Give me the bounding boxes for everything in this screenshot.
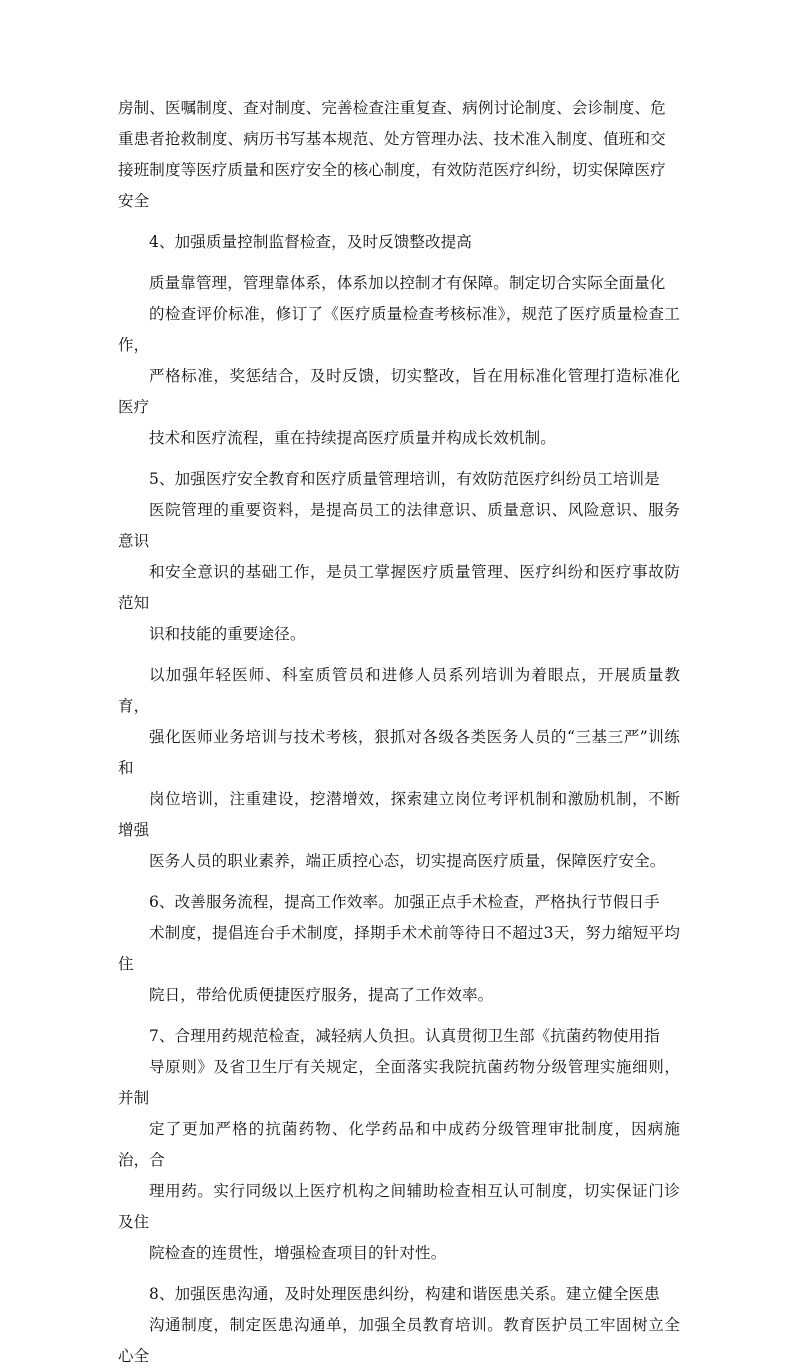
text-line: 以加强年轻医师、科室质管员和进修人员系列培训为着眼点，开展质量教育， xyxy=(118,666,680,715)
text-line: 院日，带给优质便捷医疗服务，提高了工作效率。 xyxy=(149,986,494,1004)
text-line: 院检查的连贯性，增强检查项目的针对性。 xyxy=(149,1244,447,1262)
text-line: 6、改善服务流程，提高工作效率。加强正点手术检查，严格执行节假日手 xyxy=(149,893,660,911)
paragraph-1 xyxy=(118,93,680,217)
text-line: 安全 xyxy=(118,192,150,210)
text-line: 7、合理用药规范检查，减轻病人负担。认真贯彻卫生部《抗菌药物使用指 xyxy=(149,1027,660,1045)
text-line: 技术和医疗流程，重在持续提高医疗质量并构成长效机制。 xyxy=(149,429,556,447)
text-line: 医院管理的重要资料，是提高员工的法律意识、质量意识、风险意识、服务意识 xyxy=(118,501,680,550)
text-line: 的检查评价标准，修订了《医疗质量检查考核标准》，规范了医疗质量检查工作， xyxy=(118,305,680,354)
document-page xyxy=(118,93,680,1372)
text-line: 术制度，提倡连台手术制度，择期手术术前等待日不超过3天，努力缩短平均住 xyxy=(118,924,680,973)
section-heading-4 xyxy=(118,227,680,258)
section-7-paragraph xyxy=(118,1021,680,1269)
text-line: 强化医师业务培训与技术考核，狠抓对各级各类医务人员的“三基三严”训练和 xyxy=(118,728,680,777)
text-line: 质量靠管理，管理靠体系，体系加以控制才有保障。制定切合实际全面量化 xyxy=(149,274,666,292)
text-line: 重患者抢救制度、病历书写基本规范、处方管理办法、技术准入制度、值班和交 xyxy=(118,130,666,148)
text-line: 医务人员的职业素养，端正质控心态，切实提高医疗质量，保障医疗安全。 xyxy=(149,852,666,870)
section-8-paragraph xyxy=(118,1279,680,1372)
text-line: 5、加强医疗安全教育和医疗质量管理培训，有效防范医疗纠纷员工培训是 xyxy=(149,470,660,488)
paragraph-training xyxy=(118,660,680,877)
text-line: 严格标准，奖惩结合，及时反馈，切实整改，旨在用标准化管理打造标准化医疗 xyxy=(118,367,680,416)
text-line: 岗位培训，注重建设，挖潜增效，探索建立岗位考评机制和激励机制，不断增强 xyxy=(118,790,680,839)
text-line: 导原则》及省卫生厅有关规定，全面落实我院抗菌药物分级管理实施细则，并制 xyxy=(118,1058,680,1107)
text-line: 理用药。实行同级以上医疗机构之间辅助检查相互认可制度，切实保证门诊及住 xyxy=(118,1182,680,1231)
section-5-paragraph xyxy=(118,464,680,650)
text-line: 4、加强质量控制监督检查，及时反馈整改提高 xyxy=(149,233,473,251)
text-line: 定了更加严格的抗菌药物、化学药品和中成药分级管理审批制度，因病施治，合 xyxy=(118,1120,680,1169)
paragraph-quality-system xyxy=(118,268,680,454)
text-line: 沟通制度，制定医患沟通单，加强全员教育培训。教育医护员工牢固树立全心全 xyxy=(118,1316,680,1365)
text-line: 房制、医嘱制度、查对制度、完善检查注重复查、病例讨论制度、会诊制度、危 xyxy=(118,99,666,117)
text-line: 接班制度等医疗质量和医疗安全的核心制度，有效防范医疗纠纷，切实保障医疗 xyxy=(118,161,666,179)
text-line: 8、加强医患沟通，及时处理医患纠纷，构建和谐医患关系。建立健全医患 xyxy=(149,1285,660,1303)
text-line: 和安全意识的基础工作，是员工掌握医疗质量管理、医疗纠纷和医疗事故防范知 xyxy=(118,563,680,612)
text-line: 识和技能的重要途径。 xyxy=(149,625,306,643)
section-6-paragraph xyxy=(118,887,680,1011)
